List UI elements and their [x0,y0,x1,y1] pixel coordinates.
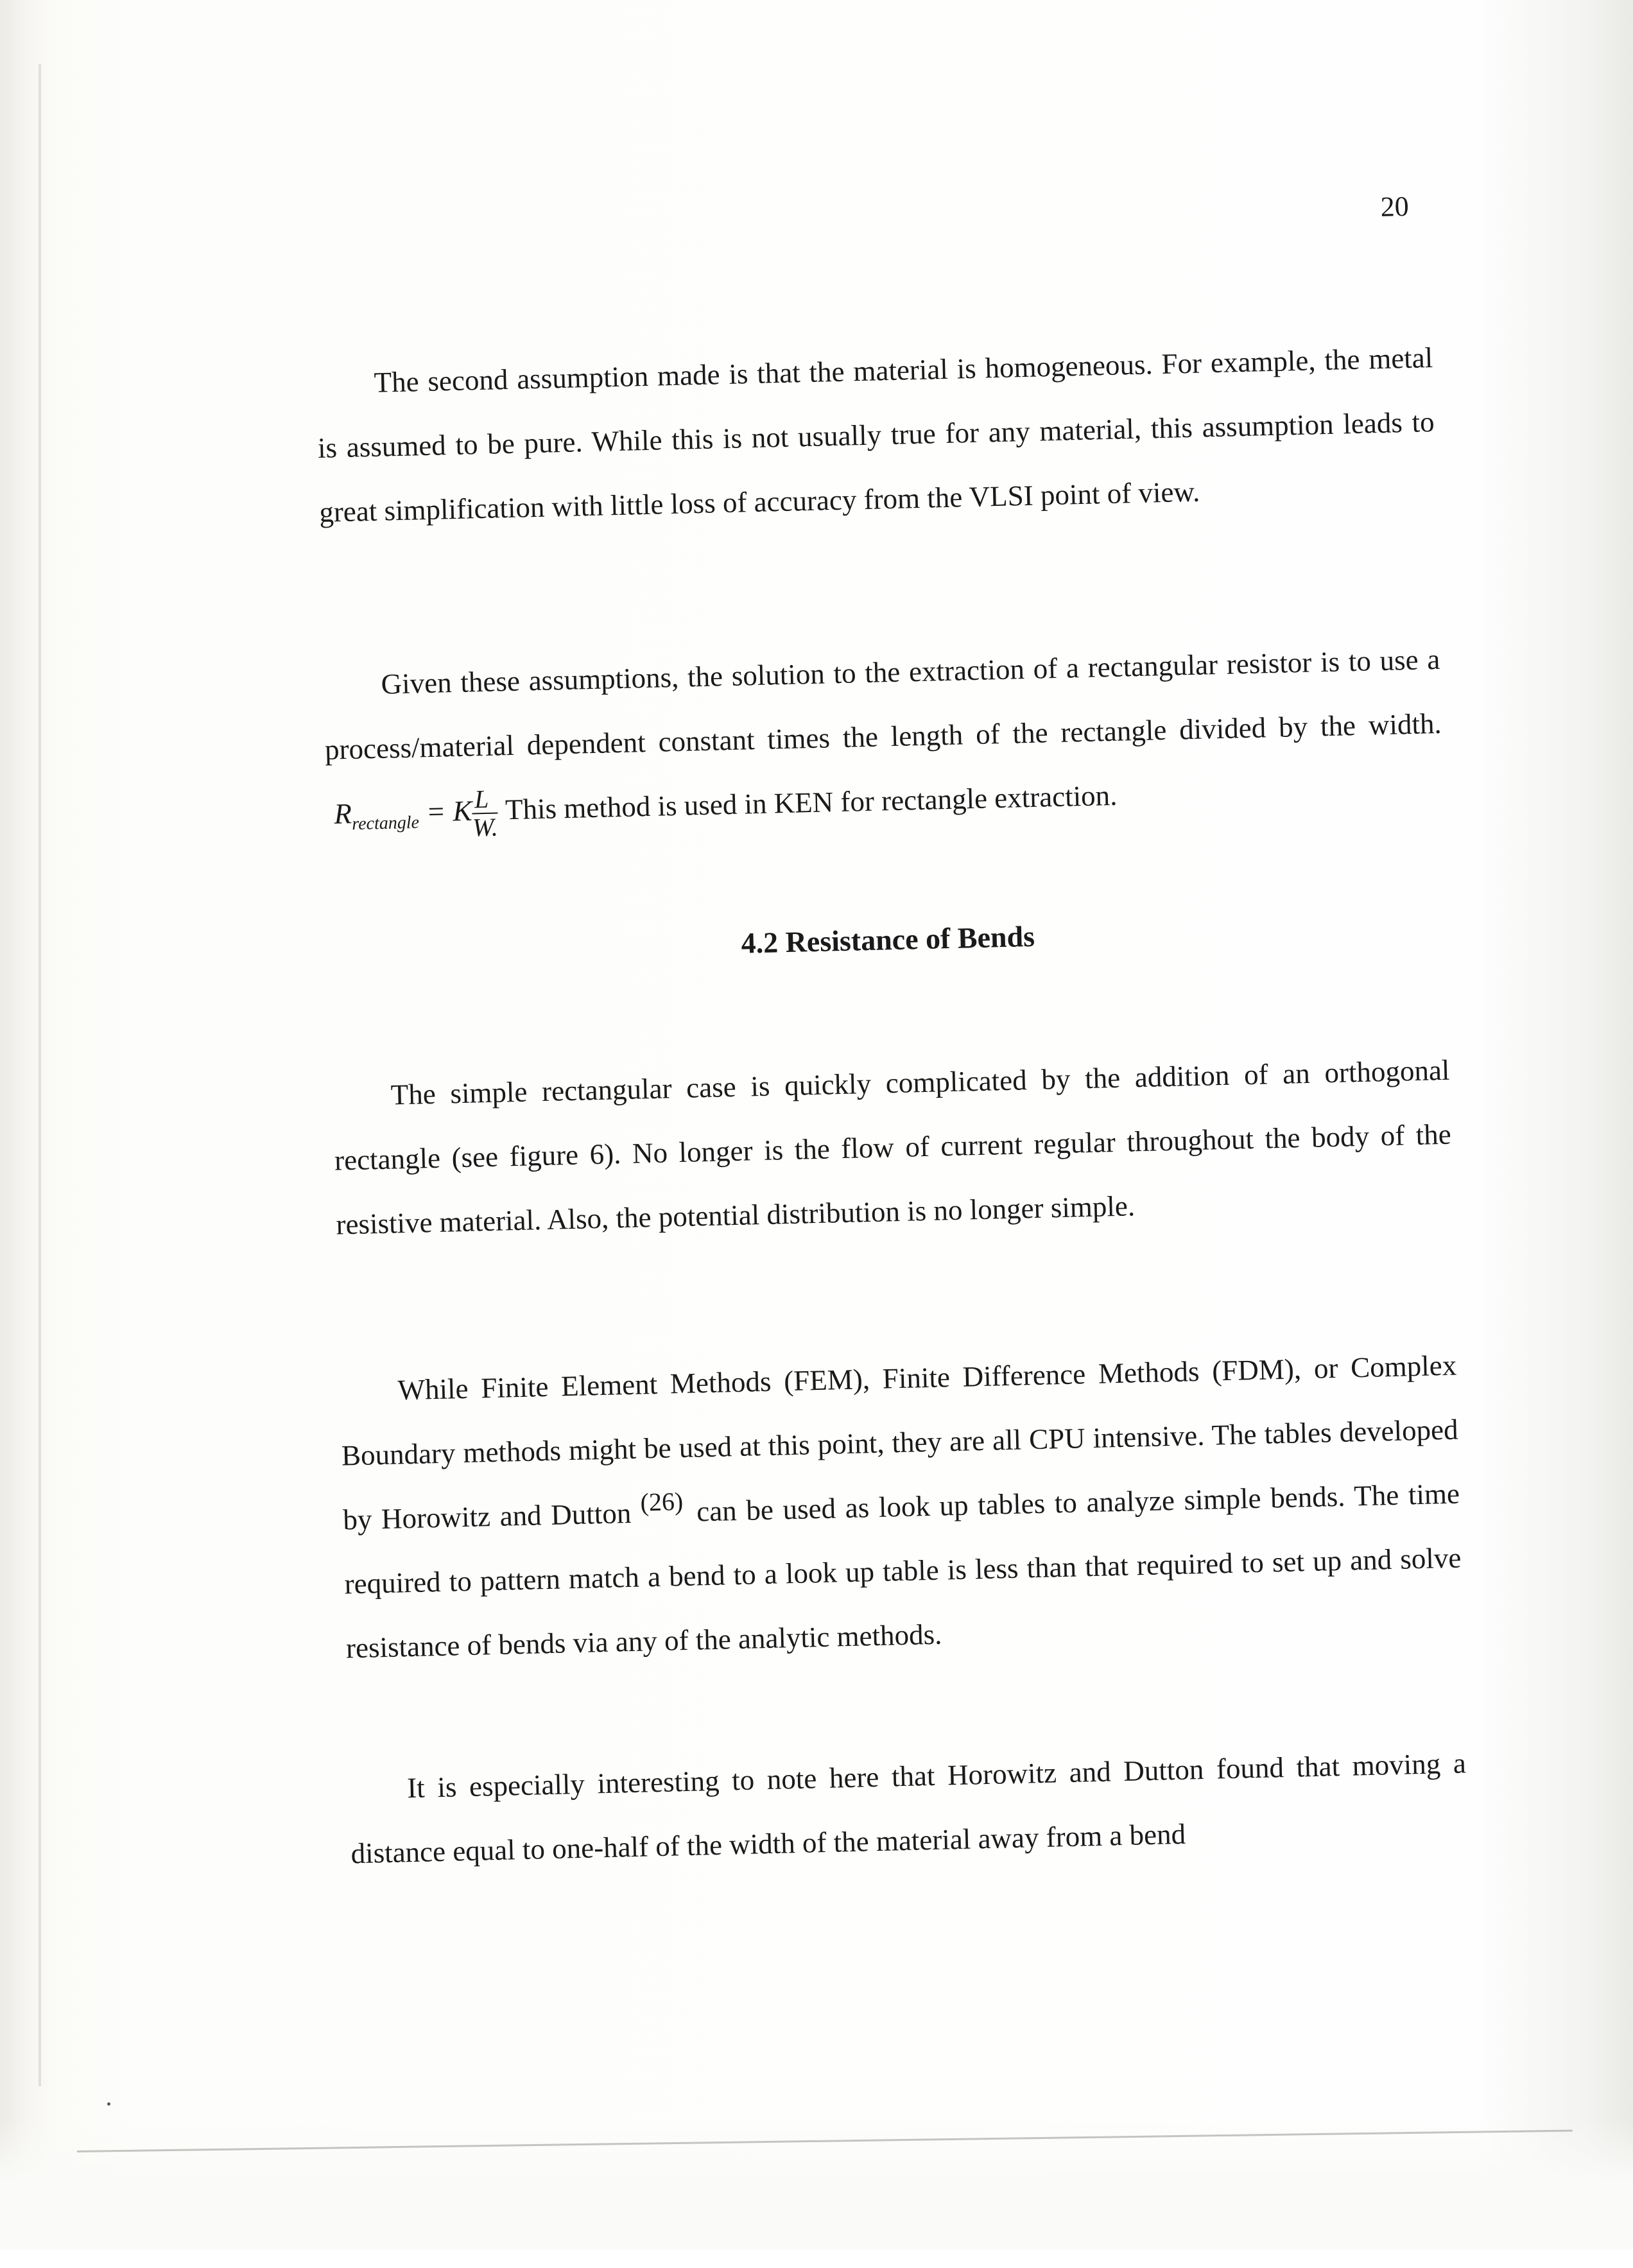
paragraph-text: This method is used in KEN for rectangle extraction. [505,779,1118,826]
paragraph-homogeneous-assumption [315,325,1437,544]
formula-equals: = K [426,794,473,828]
section-heading: 4.2 Resistance of Bends [741,919,1035,960]
paragraph-text: can be used as look up tables to analyze simple bends. The time required to pattern match a bend to a look up table is less than that required to set up and solve resistance of bends via any of the analytic methods. [344,1477,1462,1665]
paragraph-orthogonal-rectangle [333,1038,1454,1257]
paragraph-horowitz-dutton [349,1731,1468,1885]
paragraph-text: It is especially interesting to note here that Horowitz and Dutton found that moving a distance equal to one-half of the width of the material away from a bend [350,1747,1467,1870]
resistance-formula [334,785,499,844]
formula-lhs-subscript: rectangle [351,812,420,834]
formula-fraction [472,785,499,841]
citation-reference: (26) [640,1487,684,1517]
formula-numerator: L [472,785,498,814]
page-number: 20 [1380,190,1410,223]
paragraph-rectangle-extraction [323,627,1444,846]
formula-denominator: W. [472,812,499,842]
paragraph-text: The simple rectangular case is quickly complicated by the addition of an orthogonal rectangle (see figure 6). No longer is the flow of current regular throughout the body of the resistive material. Also, the potential distribution is no longer simple. [334,1053,1452,1241]
paragraph-text: While Finite Element Methods (FEM), Finite Difference Methods (FDM), or Complex Boundary methods might be used at this point, they are all CPU intensive. The tables developed by Horowitz and Dutton [341,1349,1459,1536]
paragraph-text: The second assumption made is that the material is homogeneous. For example, the metal is assumed to be pure. While this is not usually true for any material, this assumption leads to great simplification with little loss of accuracy from the VLSI point of view. [317,342,1435,528]
paragraph-numerical-methods [339,1333,1463,1681]
paragraph-text: Given these assumptions, the solution to the extraction of a rectangular resistor is to use a process/material dependent constant times the length of the rectangle divided by the width. [324,643,1442,766]
formula-lhs: R [333,797,352,830]
